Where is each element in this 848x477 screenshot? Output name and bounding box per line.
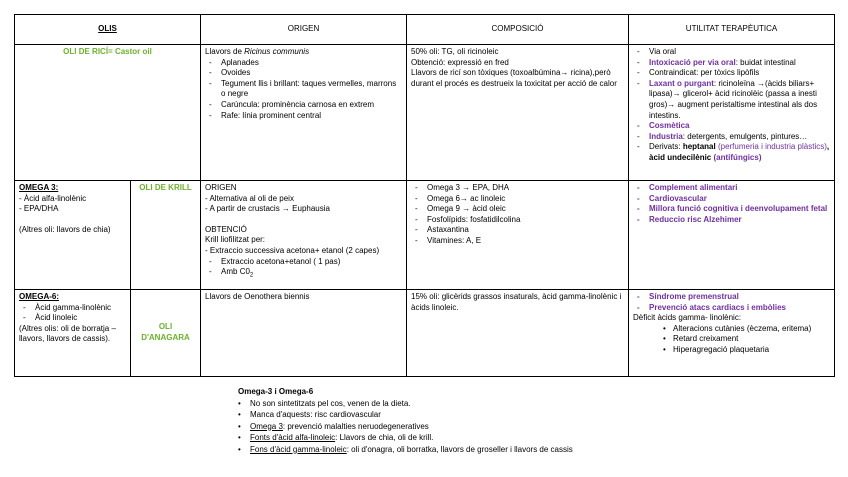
list-item: - Ovoides xyxy=(205,68,402,79)
cell-composicio-anagara: 15% oli: glicèrids grassos insaturals, àcid gamma-linolènic i àcids linoleic. xyxy=(407,290,629,377)
cell-utilitat-krill xyxy=(629,181,835,290)
deficit-list xyxy=(633,324,830,356)
origen-line: - A partir de crustacis → Euphausia xyxy=(205,204,330,214)
list-item: - Àcid linoleic xyxy=(19,313,126,324)
list-item: - Tegument llis i brillant: taques vermelles, marrons o negre xyxy=(205,79,402,100)
origen-line: - Alternativa al oli de peix xyxy=(205,193,294,203)
list-item: - Fosfolípids: fosfatidilcolina xyxy=(411,215,624,226)
list-item: - Contraindicat: per tòxics lipòfils xyxy=(633,68,830,79)
olis-table xyxy=(14,14,835,377)
list-item: - Intoxicació per via oral: buidat intestinal xyxy=(633,58,830,69)
list-item: - Millora funció cognitiva i deenvolupament fetal xyxy=(633,204,830,215)
list-item: - Extraccio acetona+etanol ( 1 pas) xyxy=(205,257,402,268)
omega6-altres: (Altres olis: oli de borratja – llavors, llavors de cassis). xyxy=(19,323,116,344)
list-item: - Carúncula: prominència carnosa en extrem xyxy=(205,100,402,111)
origen-list xyxy=(205,58,402,122)
oli-rici-label: OLI DE RICÍ= Castor oil xyxy=(63,47,152,56)
list-item: - Aplanades xyxy=(205,58,402,69)
list-item: - Via oral xyxy=(633,47,830,58)
list-item: - Astaxantina xyxy=(411,225,624,236)
species-name: Ricinus communis xyxy=(244,47,310,56)
cell-composicio-krill xyxy=(407,181,629,290)
cell-utilitat-rici xyxy=(629,45,835,181)
list-item: • Retard creixament xyxy=(663,334,830,345)
list-item: • Fonts d'àcid alfa-linoleic: Llavors de chia, oli de krill. xyxy=(238,432,838,444)
list-item: - Amb $C0_2$ xyxy=(205,267,402,281)
obtencio-intro: Krill liofilitzat per: xyxy=(205,235,266,245)
cell-oli-anagara xyxy=(131,290,201,377)
list-item: • No son sintetitzats pel cos, venen de la dieta. xyxy=(238,398,838,410)
list-item: - Omega 3 → EPA, DHA xyxy=(411,183,624,194)
omega3-line: - EPA/DHA xyxy=(19,204,59,214)
header-composicio: COMPOSICIÓ xyxy=(407,15,629,45)
utilitat-list xyxy=(633,47,830,164)
header-origen: ORIGEN xyxy=(201,15,407,45)
notes-title: Omega-3 i Omega-6 xyxy=(238,387,314,396)
cell-utilitat-anagara xyxy=(629,290,835,377)
composicio-list xyxy=(411,183,624,247)
list-item: • Hiperagregació plaquetaria xyxy=(663,345,830,356)
origen-intro: Llavors de Ricinus communis xyxy=(205,47,310,56)
header-utilitat: UTILITAT TERAPÈUTICA xyxy=(629,15,835,45)
row-oli-anagara xyxy=(15,290,835,377)
composicio-line: Llavors de ricí son tòxiques (toxoalbúmina→ ricina),però durant el procés es destrueix la toxicitat per acció de calor xyxy=(411,68,617,88)
omega3-altres: (Altres oli: llavors de chia) xyxy=(19,224,111,234)
cell-origen-rici xyxy=(201,45,407,181)
cell-oli-rici xyxy=(15,45,201,181)
list-item: - Laxant o purgant: ricinoleïna →(àcids biliars+ lipasa)→ glicerol+ àcid ricinolèic (passa a inesti gros)→ augment peristaltisme intestinal als dos intestins. xyxy=(633,79,830,121)
list-item: - Complement alimentari xyxy=(633,183,830,194)
list-item: - Derivats: heptanal (perfumeria i industria plàstics), àcid undecilènic (antifúngics) xyxy=(633,142,830,163)
list-item: - Prevenció atacs cardiacs i embòlies xyxy=(633,303,830,314)
header-olis: OLIS xyxy=(15,15,201,45)
obtencio-line: - Extraccio successiva acetona+ etanol (2 capes) xyxy=(205,245,380,255)
notes-list xyxy=(238,398,838,456)
cell-origen-krill xyxy=(201,181,407,290)
list-item: - Reduccio risc Alzehimer xyxy=(633,215,830,226)
list-item: • Omega 3: prevenció malalties neruodegeneratives xyxy=(238,421,838,433)
omega6-title: OMEGA-6: xyxy=(19,292,59,301)
composicio-line: Obtenció: expressió en fred xyxy=(411,57,509,67)
list-item: - Àcid gamma-linolènic xyxy=(19,303,126,314)
list-item: • Manca d'aquests: risc cardiovascular xyxy=(238,409,838,421)
omega6-list xyxy=(19,303,126,324)
oli-krill-label: OLI DE KRILL xyxy=(139,183,192,192)
obtencio-title: OBTENCIÓ xyxy=(205,224,247,234)
list-item: - Cardiovascular xyxy=(633,194,830,205)
list-item: - Síndrome premenstrual xyxy=(633,292,830,303)
row-oli-krill xyxy=(15,181,835,290)
co2-subscript: 2 xyxy=(249,272,254,279)
composicio-line: 50% oli: TG, oli ricinoleic xyxy=(411,47,499,56)
oli-anagara-line2: D'ANAGARA xyxy=(141,333,190,342)
list-item: - Omega 9 → àcid oleic xyxy=(411,204,624,215)
oli-anagara-line1: OLI xyxy=(158,322,173,332)
omega3-title: OMEGA 3: xyxy=(19,183,59,192)
list-item: - Omega 6→ ac linoleic xyxy=(411,194,624,205)
header-row xyxy=(15,15,835,45)
list-item: - Industria: detergents, emulgents, pintures… xyxy=(633,132,830,143)
utilitat-list xyxy=(633,292,830,313)
cell-oli-krill xyxy=(131,181,201,290)
cell-origen-anagara: Llavors de Oenothera biennis xyxy=(201,290,407,377)
obtencio-list xyxy=(205,257,402,282)
row-oli-rici xyxy=(15,45,835,181)
cell-omega6 xyxy=(15,290,131,377)
utilitat-list xyxy=(633,183,830,225)
list-item: - Cosmètica xyxy=(633,121,830,132)
cell-omega3 xyxy=(15,181,131,290)
origen-title: ORIGEN xyxy=(205,183,237,192)
deficit-label: Dèficit àcids gamma- linolènic: xyxy=(633,313,742,323)
list-item: • Alteracions cutànies (èczema, eritema) xyxy=(663,324,830,335)
omega-notes xyxy=(238,386,838,455)
list-item: • Fons d'àcid gamma-linoleic: oli d'onagra, oli borratka, llavors de groseller i llavors de cassis xyxy=(238,444,838,456)
omega3-line: - Àcid alfa-linolènic xyxy=(19,193,87,203)
cell-composicio-rici xyxy=(407,45,629,181)
list-item: - Vitamines: A, E xyxy=(411,236,624,247)
list-item: - Rafe: línia prominent central xyxy=(205,111,402,122)
